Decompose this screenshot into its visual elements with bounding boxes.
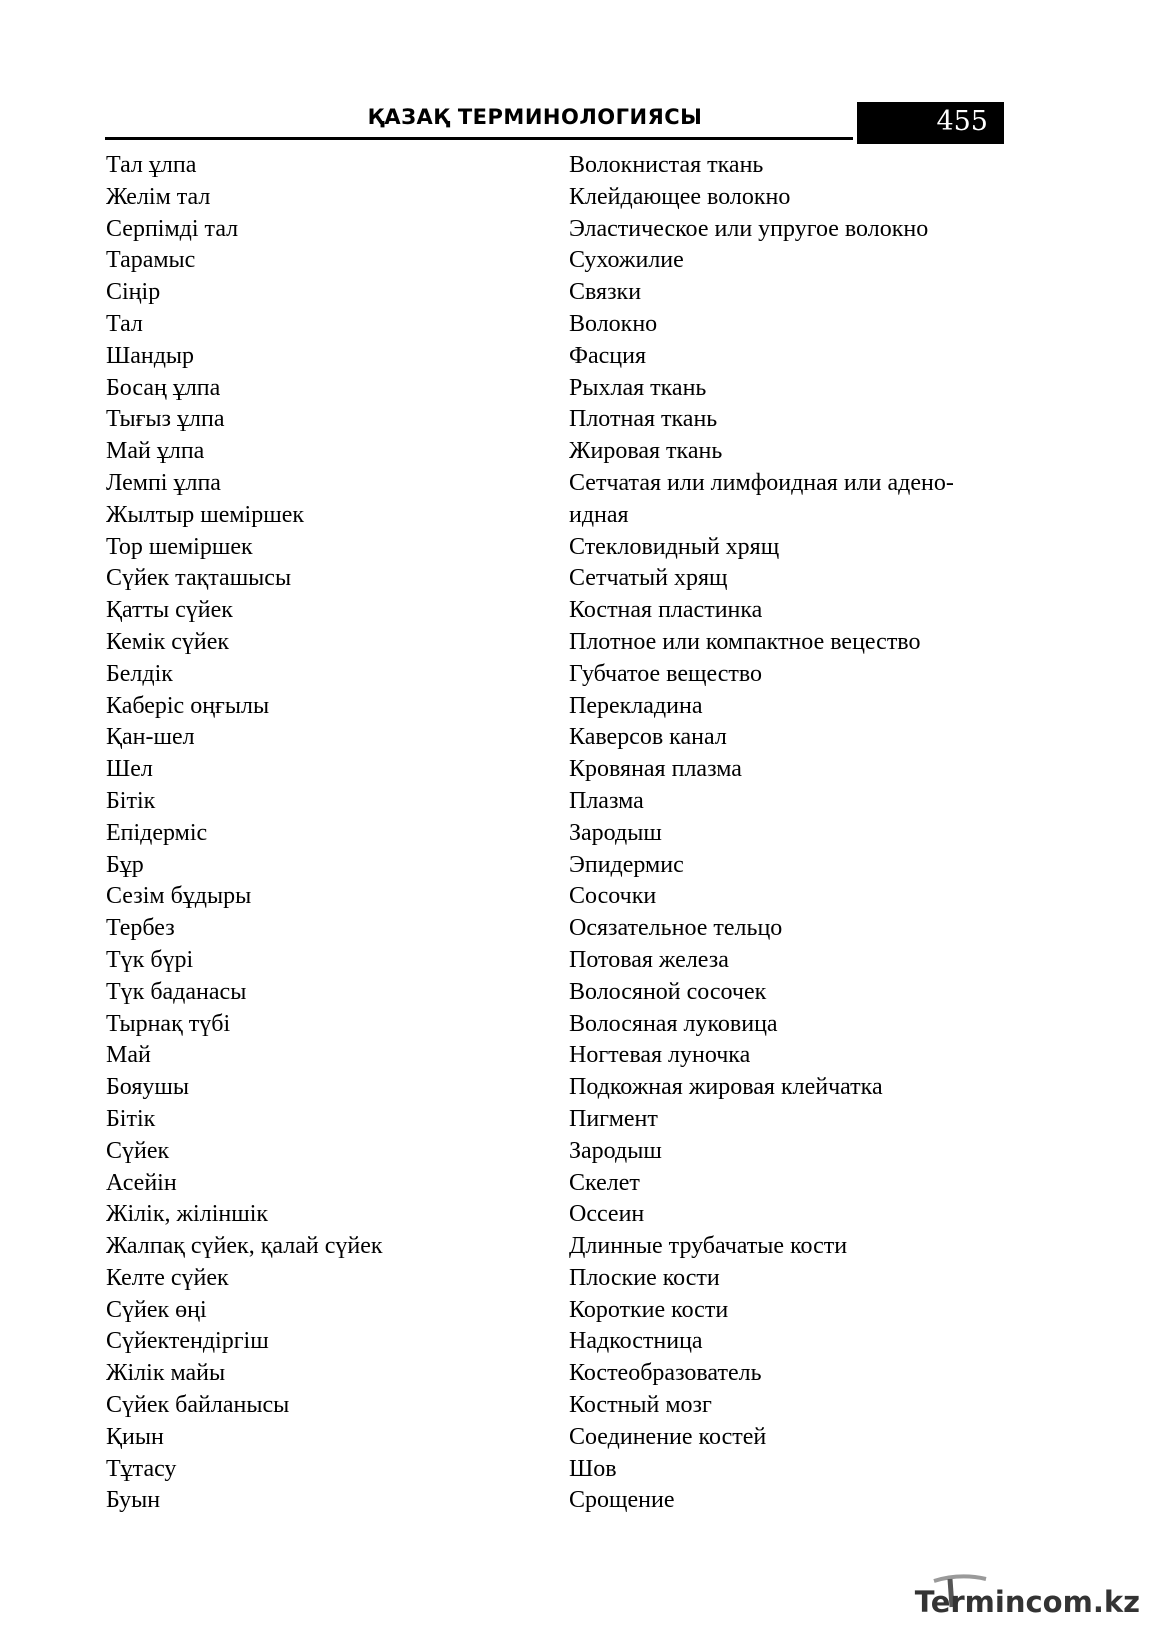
russian-term: Кровяная плазма	[569, 756, 742, 783]
russian-term: Губчатое вещество	[569, 660, 763, 687]
russian-term: Соединение костей	[569, 1423, 767, 1450]
russian-term: Костный мозг	[569, 1392, 712, 1419]
kazakh-term: Бітік	[106, 787, 156, 814]
kazakh-term: Шел	[106, 756, 153, 783]
kazakh-term: Серпімді тал	[106, 215, 239, 242]
kazakh-term: Келте сүйек	[106, 1264, 229, 1291]
russian-term: Сетчатый хрящ	[569, 565, 728, 592]
kazakh-term: Бұр	[106, 851, 144, 878]
russian-term: идная	[569, 501, 629, 528]
kazakh-term: Шандыр	[106, 342, 195, 369]
kazakh-term: Қан-шел	[106, 724, 195, 751]
russian-term: Перекладина	[569, 692, 703, 719]
russian-term: Подкожная жировая клейчатка	[569, 1074, 883, 1101]
russian-term: Оссеин	[569, 1201, 645, 1228]
russian-term: Плазма	[569, 787, 644, 814]
kazakh-term: Босаң ұлпа	[106, 374, 221, 401]
kazakh-term: Лемпі ұлпа	[106, 469, 221, 496]
russian-term: Каверсов канал	[569, 724, 727, 751]
kazakh-term: Қиын	[106, 1423, 164, 1450]
kazakh-term: Түк баданасы	[106, 978, 247, 1005]
russian-term: Фасция	[569, 342, 646, 369]
russian-term: Срощение	[569, 1487, 675, 1514]
termincom-watermark	[914, 1571, 1140, 1627]
russian-terms-column	[569, 150, 1019, 1517]
kazakh-term: Каберіс оңғылы	[106, 692, 270, 719]
kazakh-term: Түк бүрі	[106, 946, 194, 973]
russian-term: Клейдающее волокно	[569, 183, 791, 210]
russian-term: Плоские кости	[569, 1264, 720, 1291]
kazakh-term: Жылтыр шеміршек	[106, 501, 304, 528]
russian-term: Волосяная луковица	[569, 1010, 778, 1037]
russian-term: Надкостница	[569, 1328, 703, 1355]
russian-term: Плотная ткань	[569, 406, 718, 433]
kazakh-term: Тал	[106, 310, 143, 337]
kazakh-term: Май ұлпа	[106, 438, 205, 465]
russian-term: Короткие кости	[569, 1296, 729, 1323]
russian-term: Шов	[569, 1455, 617, 1482]
russian-term: Эластическое или упругое волокно	[569, 215, 929, 242]
kazakh-term: Тор шеміршек	[106, 533, 253, 560]
page-number: 455	[936, 106, 988, 137]
russian-term: Длинные трубачатые кости	[569, 1233, 848, 1260]
kazakh-term: Тербез	[106, 915, 175, 942]
page-number-box	[857, 102, 1004, 144]
kazakh-term: Сүйек тақташысы	[106, 565, 292, 592]
running-title: ҚАЗАҚ ТЕРМИНОЛОГИЯСЫ	[367, 105, 703, 129]
kazakh-term: Сүйек өңі	[106, 1296, 207, 1323]
kazakh-term: Тырнақ түбі	[106, 1010, 231, 1037]
russian-term: Рыхлая ткань	[569, 374, 707, 401]
kazakh-term: Сүйек	[106, 1137, 170, 1164]
russian-term: Костеобразователь	[569, 1360, 762, 1387]
russian-term: Стекловидный хрящ	[569, 533, 780, 560]
kazakh-term: Тарамыс	[106, 247, 196, 274]
russian-term: Пигмент	[569, 1105, 658, 1132]
kazakh-term: Сезім бұдыры	[106, 883, 252, 910]
kazakh-term: Епідерміс	[106, 819, 208, 846]
kazakh-term: Сүйек байланысы	[106, 1392, 290, 1419]
kazakh-term: Тығыз ұлпа	[106, 406, 225, 433]
kazakh-term: Жалпақ сүйек, қалай сүйек	[106, 1233, 383, 1260]
russian-term: Костная пластинка	[569, 597, 763, 624]
kazakh-term: Буын	[106, 1487, 161, 1514]
kazakh-term: Тал ұлпа	[106, 152, 197, 178]
russian-term: Зародыш	[569, 1137, 662, 1164]
russian-term: Волокнистая ткань	[569, 152, 764, 178]
kazakh-term: Қатты сүйек	[106, 597, 233, 624]
kazakh-term: Белдік	[106, 660, 173, 687]
kazakh-term: Сіңір	[106, 279, 161, 306]
russian-term: Осязательное тельцо	[569, 915, 783, 942]
kazakh-term: Бояушы	[106, 1074, 189, 1101]
kazakh-term: Асейін	[106, 1169, 177, 1196]
kazakh-term: Бітік	[106, 1105, 156, 1132]
russian-term: Связки	[569, 279, 642, 306]
russian-term: Ногтевая луночка	[569, 1042, 751, 1069]
russian-term: Сетчатая или лимфоидная или адено-	[569, 469, 954, 496]
kazakh-term: Жілік майы	[106, 1360, 226, 1387]
watermark-text: Termincom.kz	[914, 1585, 1140, 1619]
russian-term: Волокно	[569, 310, 658, 337]
russian-term: Эпидермис	[569, 851, 684, 878]
russian-term: Жировая ткань	[569, 438, 723, 465]
kazakh-term: Кемік сүйек	[106, 628, 230, 655]
kazakh-terms-column	[106, 150, 546, 1517]
russian-term: Зародыш	[569, 819, 662, 846]
kazakh-term: Сүйектендіргіш	[106, 1328, 269, 1355]
russian-term: Волосяной сосочек	[569, 978, 767, 1005]
kazakh-term: Жілік, жіліншік	[106, 1201, 269, 1228]
header-rule	[105, 137, 853, 140]
russian-term: Скелет	[569, 1169, 640, 1196]
kazakh-term: Тұтасу	[106, 1455, 177, 1482]
kazakh-term: Желім тал	[106, 183, 211, 210]
russian-term: Сухожилие	[569, 247, 684, 274]
russian-term: Потовая железа	[569, 946, 729, 973]
russian-term: Сосочки	[569, 883, 657, 910]
page-header	[105, 102, 1005, 144]
kazakh-term: Май	[106, 1042, 151, 1069]
russian-term: Плотное или компактное вецество	[569, 628, 921, 655]
